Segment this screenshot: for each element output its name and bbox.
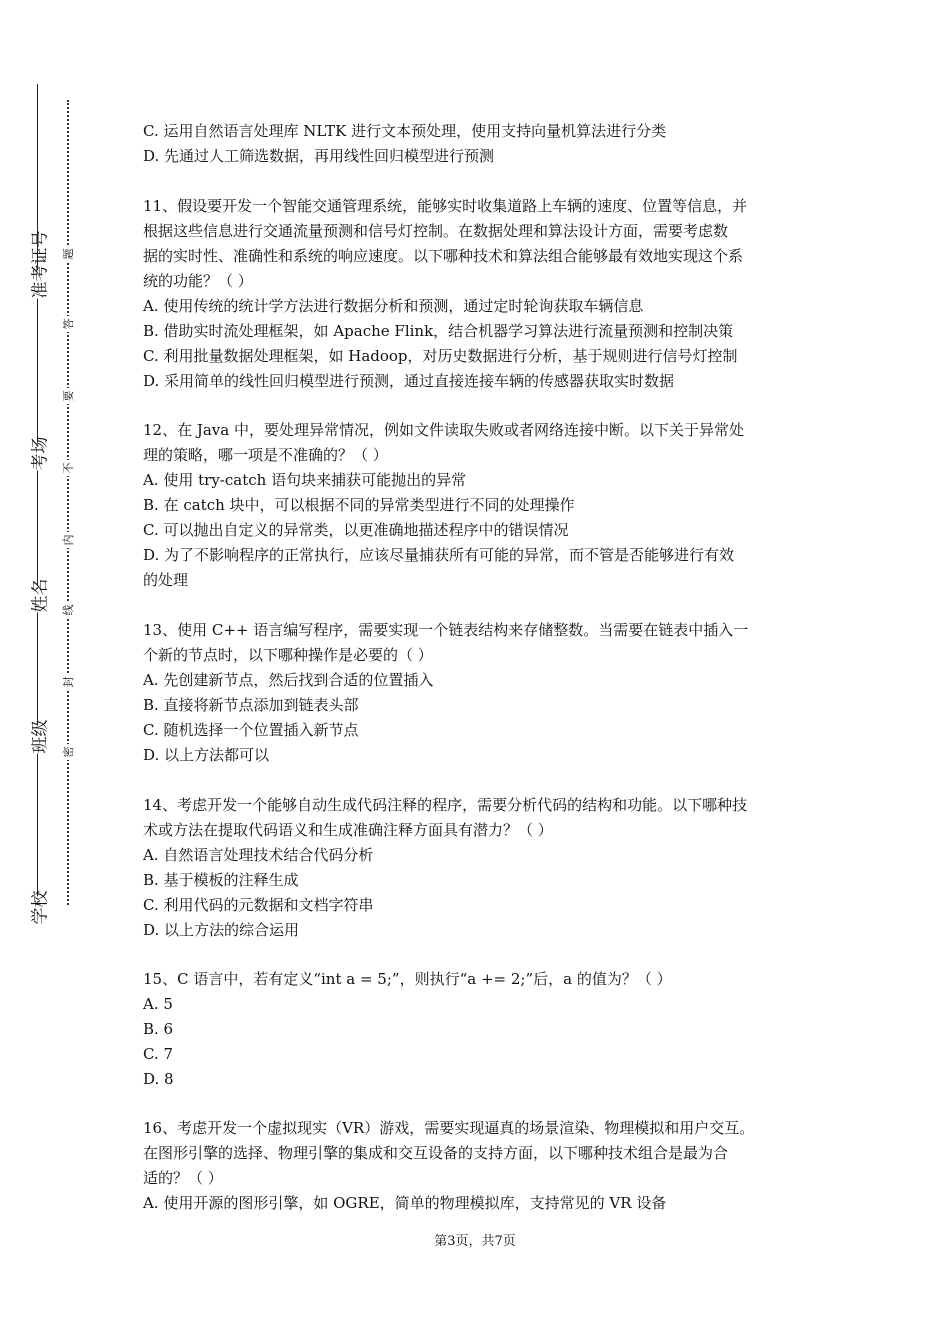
seal-char: 内: [60, 532, 76, 548]
binding-fill-line: [37, 84, 38, 924]
question-14-option-c: C. 利用代码的元数据和文档字符串: [143, 896, 374, 914]
question-14-option-d: D. 以上方法的综合运用: [143, 921, 300, 939]
question-12-option-c: C. 可以抛出自定义的异常类，以更准确地描述程序中的错误情况: [143, 521, 569, 539]
question-11-option-d: D. 采用简单的线性回归模型进行预测，通过直接连接车辆的传感器获取实时数据: [143, 372, 675, 390]
question-16-stem: 适的？（ ）: [143, 1169, 223, 1187]
seal-char: 线: [60, 602, 76, 618]
question-14-stem: 术或方法在提取代码语义和生成准确注释方面具有潜力？（ ）: [143, 821, 553, 839]
question-12-option-d: D. 为了不影响程序的正常执行，应该尽量捕获所有可能的异常，而不管是否能够进行有效: [143, 546, 735, 564]
school-label: 学校: [26, 897, 51, 925]
question-13-stem: 个新的节点时，以下哪种操作是必要的（ ）: [143, 646, 433, 664]
question-11-stem: 统的功能？（ ）: [143, 272, 253, 290]
question-12-stem: 12、在 Java 中，要处理异常情况，例如文件读取失败或者网络连接中断。以下关于异常处: [143, 421, 744, 439]
question-12-option-b: B. 在 catch 块中，可以根据不同的异常类型进行不同的处理操作: [143, 496, 575, 514]
question-16-stem: 在图形引擎的选择、物理引擎的集成和交互设备的支持方面，以下哪种技术组合是最为合: [143, 1144, 729, 1162]
seal-char: 密: [60, 744, 76, 760]
question-15-option-a: A. 5: [143, 995, 173, 1013]
question-13-option-a: A. 先创建新节点，然后找到合适的位置插入: [143, 671, 434, 689]
seal-char: 题: [60, 246, 76, 262]
question-12-option-a: A. 使用 try-catch 语句块来捕获可能抛出的异常: [143, 471, 467, 489]
question-13-option-b: B. 直接将新节点添加到链表头部: [143, 696, 359, 714]
seal-char: 答: [60, 316, 76, 332]
question-15-option-d: D. 8: [143, 1070, 174, 1088]
question-11-stem: 11、假设要开发一个智能交通管理系统，能够实时收集道路上车辆的速度、位置等信息，并: [143, 197, 748, 215]
question-16-option-a: A. 使用开源的图形引擎，如 OGRE，简单的物理模拟库，支持常见的 VR 设备: [143, 1194, 667, 1212]
question-14-option-a: A. 自然语言处理技术结合代码分析: [143, 846, 374, 864]
exam-room-label: 考场: [26, 443, 51, 471]
question-13-option-c: C. 随机选择一个位置插入新节点: [143, 721, 359, 739]
question-12-option-d: 的处理: [143, 571, 189, 589]
question-13-stem: 13、使用 C++ 语言编写程序，需要实现一个链表结构来存储整数。当需要在链表中插入一: [143, 621, 749, 639]
question-15-option-b: B. 6: [143, 1020, 174, 1038]
binding-margin: [0, 0, 110, 1344]
seal-char: 封: [60, 674, 76, 690]
question-14-option-b: B. 基于模板的注释生成: [143, 871, 299, 889]
class-label: 班级: [26, 726, 51, 754]
question-11-option-b: B. 借助实时流处理框架，如 Apache Flink，结合机器学习算法进行流量预测和控制决策: [143, 322, 734, 340]
question-12-stem: 理的策略，哪一项是不准确的？（ ）: [143, 446, 388, 464]
question-14-stem: 14、考虑开发一个能够自动生成代码注释的程序，需要分析代码的结构和功能。以下哪种技: [143, 796, 748, 814]
option-d: D. 先通过人工筛选数据，再用线性回归模型进行预测: [143, 147, 495, 165]
question-11-option-a: A. 使用传统的统计学方法进行数据分析和预测，通过定时轮询获取车辆信息: [143, 297, 644, 315]
question-11-stem: 据的实时性、准确性和系统的响应速度。以下哪种技术和算法组合能够最有效地实现这个系: [143, 247, 744, 265]
page-footer: 第3页，共7页: [434, 1234, 516, 1249]
option-c: C. 运用自然语言处理库 NLTK 进行文本预处理，使用支持向量机算法进行分类: [143, 122, 667, 140]
name-label: 姓名: [26, 585, 51, 613]
question-16-stem: 16、考虑开发一个虚拟现实（VR）游戏，需要实现逼真的场景渲染、物理模拟和用户交互。: [143, 1119, 755, 1137]
exam-id-label: 准考证号: [26, 271, 51, 299]
question-15-stem: 15、C 语言中，若有定义“int a = 5;”，则执行“a += 2;”后，a 的值为？（ ）: [143, 970, 672, 988]
seal-char: 不: [60, 460, 76, 476]
seal-dotted-line: [67, 100, 69, 905]
question-11-option-c: C. 利用批量数据处理框架，如 Hadoop，对历史数据进行分析，基于规则进行信号灯控制: [143, 347, 738, 365]
seal-char: 要: [60, 388, 76, 404]
question-15-option-c: C. 7: [143, 1045, 174, 1063]
question-13-option-d: D. 以上方法都可以: [143, 746, 270, 764]
question-11-stem: 根据这些信息进行交通流量预测和信号灯控制。在数据处理和算法设计方面，需要考虑数: [143, 222, 729, 240]
